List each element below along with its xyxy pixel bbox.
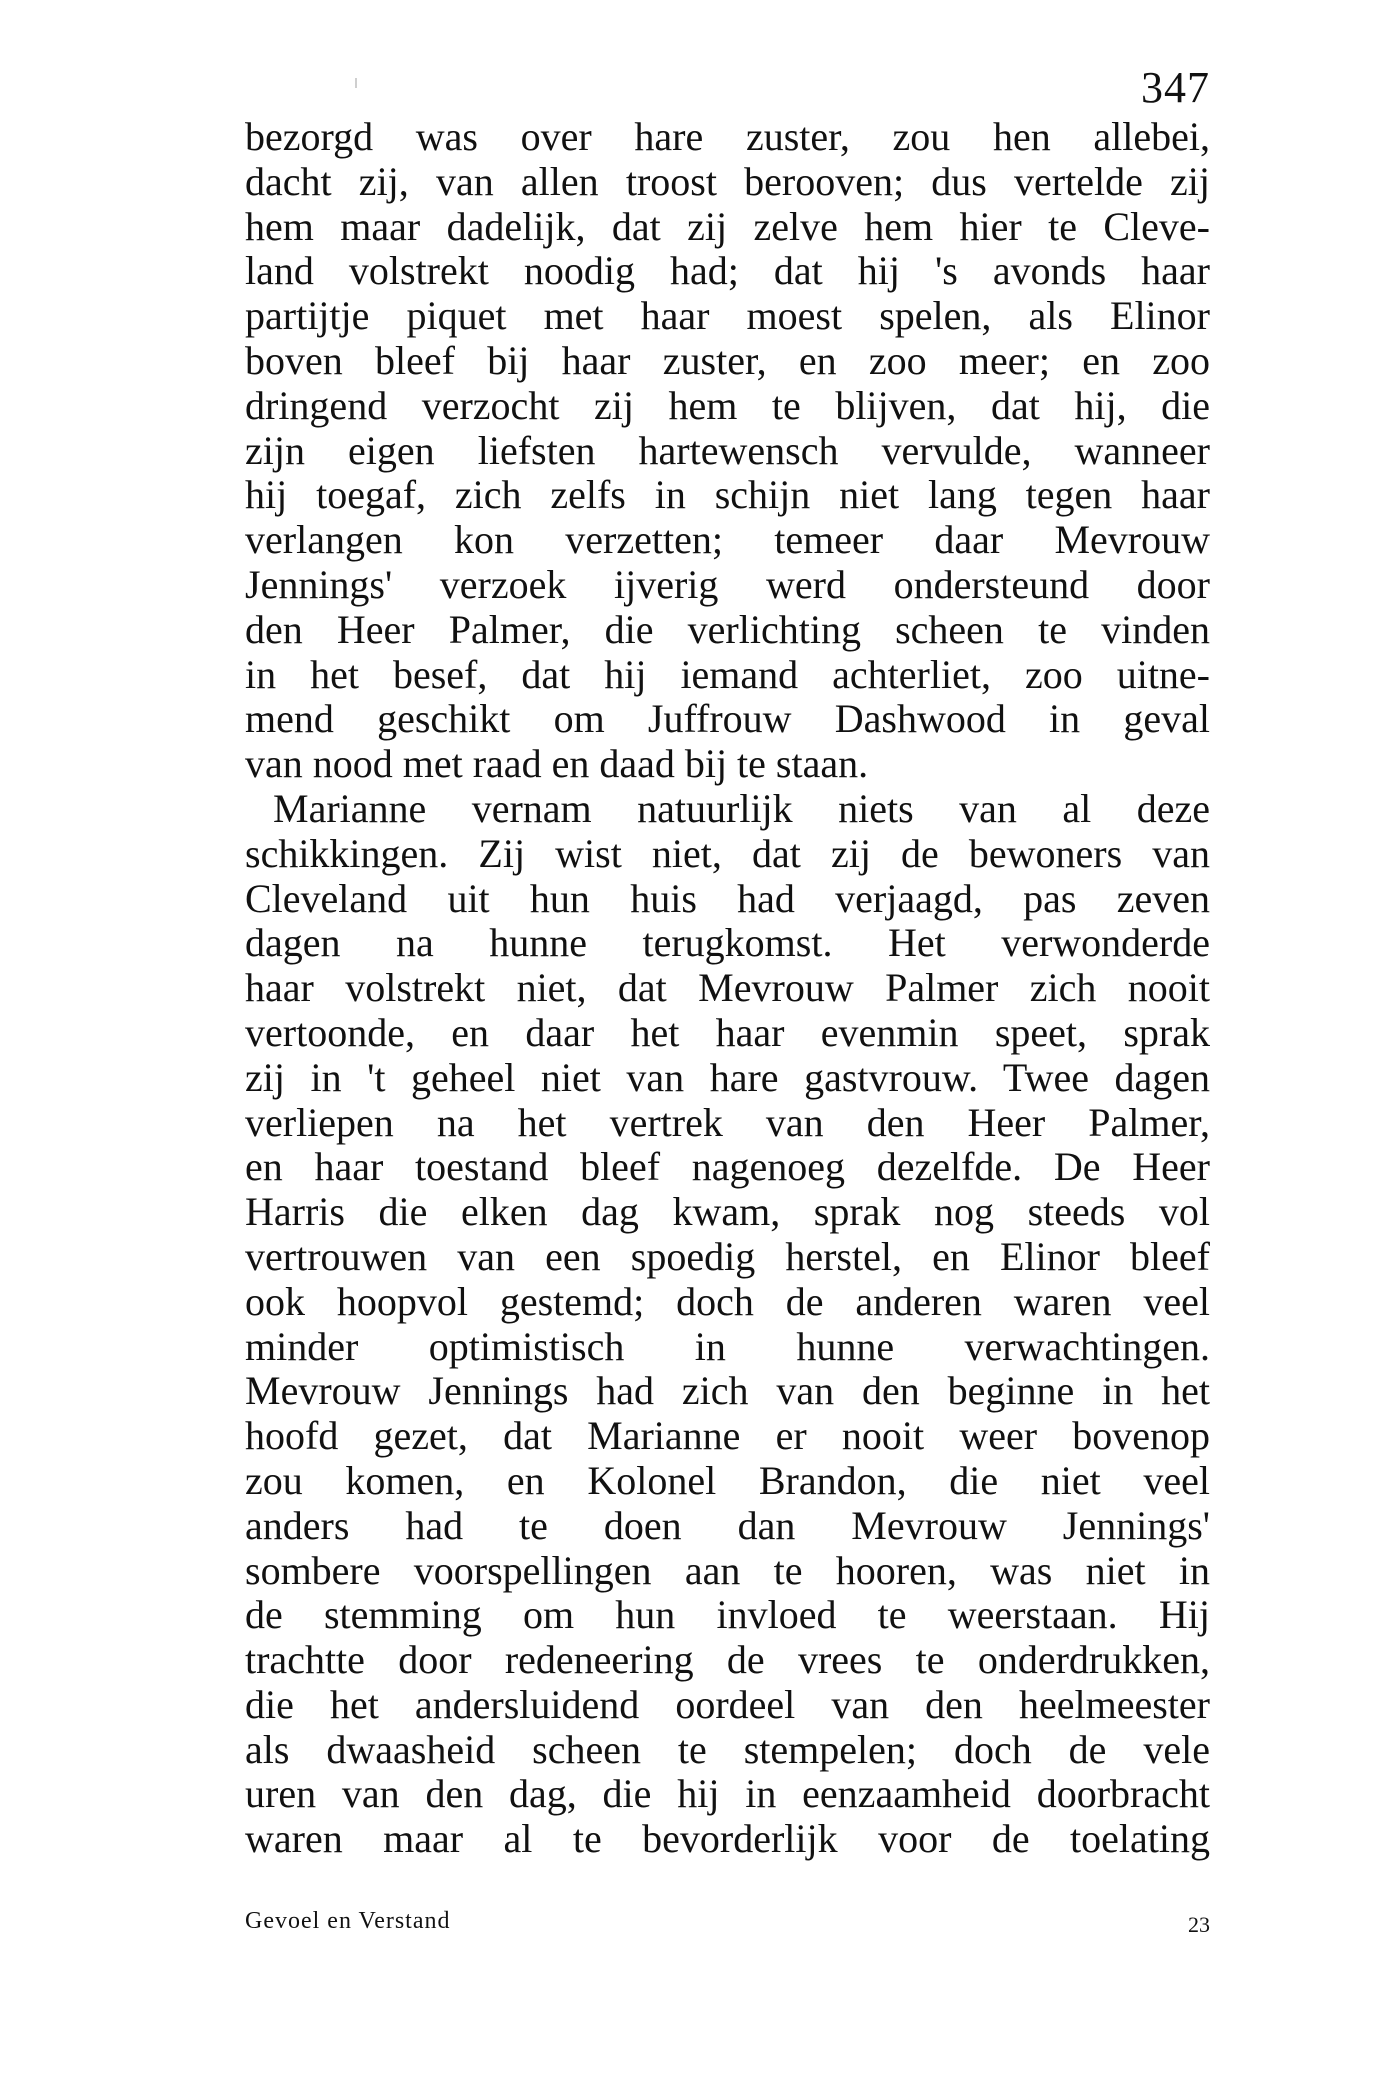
text-line: in het besef, dat hij iemand achterliet, zoo uitne- — [245, 652, 1210, 697]
text-line: zij in 't geheel niet van hare gastvrouw. Twee dagen — [245, 1055, 1210, 1100]
text-line: minder optimistisch in hunne verwachtingen. — [245, 1324, 1210, 1369]
text-line: dringend verzocht zij hem te blijven, dat hij, die — [245, 383, 1210, 428]
text-line: hoofd gezet, dat Marianne er nooit weer bovenop — [245, 1414, 1210, 1459]
text-line: mend geschikt om Juffrouw Dashwood in geval — [245, 697, 1210, 742]
text-line: hij toegaf, zich zelfs in schijn niet lang tegen haar — [245, 473, 1210, 518]
text-line: verliepen na het vertrek van den Heer Palmer, — [245, 1100, 1210, 1145]
text-line: bezorgd was over hare zuster, zou hen allebei, — [245, 115, 1210, 159]
text-line: boven bleef bij haar zuster, en zoo meer; en zoo — [245, 338, 1210, 383]
text-line: sombere voorspellingen aan te hooren, was niet in — [245, 1548, 1210, 1593]
text-line: als dwaasheid scheen te stempelen; doch de vele — [245, 1727, 1210, 1772]
text-line: Cleveland uit hun huis had verjaagd, pas zeven — [245, 876, 1210, 921]
text-line: ook hoopvol gestemd; doch de anderen waren veel — [245, 1279, 1210, 1324]
text-line: haar volstrekt niet, dat Mevrouw Palmer zich nooit — [245, 966, 1210, 1011]
text-line: land volstrekt noodig had; dat hij 's avonds haar — [245, 249, 1210, 294]
text-line: Mevrouw Jennings had zich van den beginne in het — [245, 1369, 1210, 1414]
text-line: schikkingen. Zij wist niet, dat zij de bewoners van — [245, 831, 1210, 876]
footer-book-title: Gevoel en Verstand — [245, 1908, 451, 1934]
text-line: dagen na hunne terugkomst. Het verwonderde — [245, 921, 1210, 966]
text-line: uren van den dag, die hij in eenzaamheid doorbracht — [245, 1772, 1210, 1817]
text-line: anders had te doen dan Mevrouw Jennings' — [245, 1503, 1210, 1548]
text-line: vertoonde, en daar het haar evenmin speet, sprak — [245, 1010, 1210, 1055]
page-number: 347 — [1141, 63, 1210, 112]
text-line: vertrouwen van een spoedig herstel, en Elinor bleef — [245, 1234, 1210, 1279]
text-line: verlangen kon verzetten; temeer daar Mevrouw — [245, 518, 1210, 563]
footer-signature-mark: 23 — [1188, 1912, 1210, 1937]
scan-speck — [355, 78, 357, 88]
text-line: trachtte door redeneering de vrees te onderdrukken, — [245, 1638, 1210, 1683]
text-line: Harris die elken dag kwam, sprak nog steeds vol — [245, 1190, 1210, 1235]
paragraph-start-line: Marianne vernam natuurlijk niets van al deze — [273, 786, 1210, 831]
paragraph-end-line: van nood met raad en daad bij te staan. — [245, 742, 869, 787]
text-line: dacht zij, van allen troost berooven; dus vertelde zij — [245, 159, 1210, 204]
text-line: waren maar al te bevorderlijk voor de toelating — [245, 1817, 1210, 1862]
text-line: zou komen, en Kolonel Brandon, die niet veel — [245, 1458, 1210, 1503]
text-line: partijtje piquet met haar moest spelen, als Elinor — [245, 294, 1210, 339]
text-line: en haar toestand bleef nagenoeg dezelfde. De Heer — [245, 1145, 1210, 1190]
text-line: den Heer Palmer, die verlichting scheen te vinden — [245, 607, 1210, 652]
text-line: Jennings' verzoek ijverig werd ondersteund door — [245, 562, 1210, 607]
body-text — [245, 115, 1210, 1862]
text-line: zijn eigen liefsten hartewensch vervulde, wanneer — [245, 428, 1210, 473]
text-line: die het andersluidend oordeel van den heelmeester — [245, 1682, 1210, 1727]
text-line: hem maar dadelijk, dat zij zelve hem hier te Cleve- — [245, 204, 1210, 249]
text-line: de stemming om hun invloed te weerstaan. Hij — [245, 1593, 1210, 1638]
